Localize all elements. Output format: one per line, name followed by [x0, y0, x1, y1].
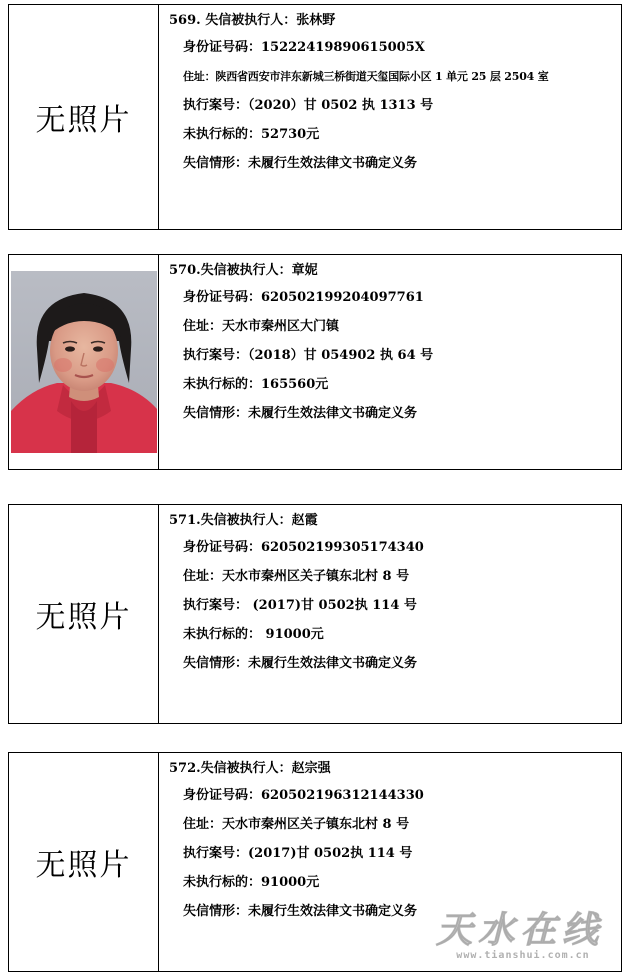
address: 住址：天水市秦州区关子镇东北村 8 号 [183, 817, 410, 832]
id-number: 身份证号码：620502199305174340 [183, 540, 424, 555]
id-number: 身份证号码：620502196312144330 [183, 788, 424, 803]
case-number: 执行案号：（2020）甘 0502 执 1313 号 [183, 98, 434, 113]
photo-frame [9, 255, 159, 469]
record-card-572 [8, 752, 622, 972]
watermark-url: www.tianshui.com.cn [456, 950, 590, 961]
record-info [159, 5, 621, 229]
photo-placeholder [9, 5, 159, 229]
photo-placeholder [9, 753, 159, 971]
id-number: 身份证号码：620502199204097761 [183, 290, 424, 305]
unpaid-amount: 未执行标的： 91000元 [183, 627, 324, 642]
no-photo-label: 无照片 [35, 600, 132, 635]
case-number: 执行案号：（2018）甘 054902 执 64 号 [183, 348, 434, 363]
address: 住址：天水市秦州区大门镇 [183, 319, 340, 334]
address: 住址：天水市秦州区关子镇东北村 8 号 [183, 569, 410, 584]
record-info [159, 753, 621, 971]
record-title: 572.失信被执行人：赵宗强 [169, 761, 331, 776]
dishonesty-situation: 失信情形：未履行生效法律文书确定义务 [183, 904, 418, 919]
case-number: 执行案号：(2017)甘 0502执 114 号 [183, 846, 413, 861]
id-number: 身份证号码：15222419890615005X [183, 40, 425, 55]
no-photo-label: 无照片 [35, 103, 132, 138]
no-photo-label: 无照片 [35, 848, 132, 883]
record-title: 571.失信被执行人：赵霞 [169, 513, 318, 528]
record-title: 570.失信被执行人：章妮 [169, 263, 318, 278]
address: 住址：陕西省西安市沣东新城三桥街道天玺国际小区 1 单元 25 层 2504 室 [183, 70, 549, 83]
dishonesty-situation: 失信情形：未履行生效法律文书确定义务 [183, 406, 418, 421]
record-card-570 [8, 254, 622, 470]
unpaid-amount: 未执行标的：165560元 [183, 377, 329, 392]
record-card-571 [8, 504, 622, 724]
unpaid-amount: 未执行标的：91000元 [183, 875, 320, 890]
watermark-title: 天水在线 [433, 910, 613, 951]
record-title: 569. 失信被执行人：张林野 [169, 13, 336, 28]
portrait-photo [11, 271, 157, 453]
dishonesty-situation: 失信情形：未履行生效法律文书确定义务 [183, 656, 418, 671]
dishonesty-situation: 失信情形：未履行生效法律文书确定义务 [183, 156, 418, 171]
record-card-569 [8, 4, 622, 230]
record-info [159, 255, 621, 469]
record-info [159, 505, 621, 723]
photo-placeholder [9, 505, 159, 723]
unpaid-amount: 未执行标的：52730元 [183, 127, 320, 142]
case-number: 执行案号： (2017)甘 0502执 114 号 [183, 598, 417, 613]
